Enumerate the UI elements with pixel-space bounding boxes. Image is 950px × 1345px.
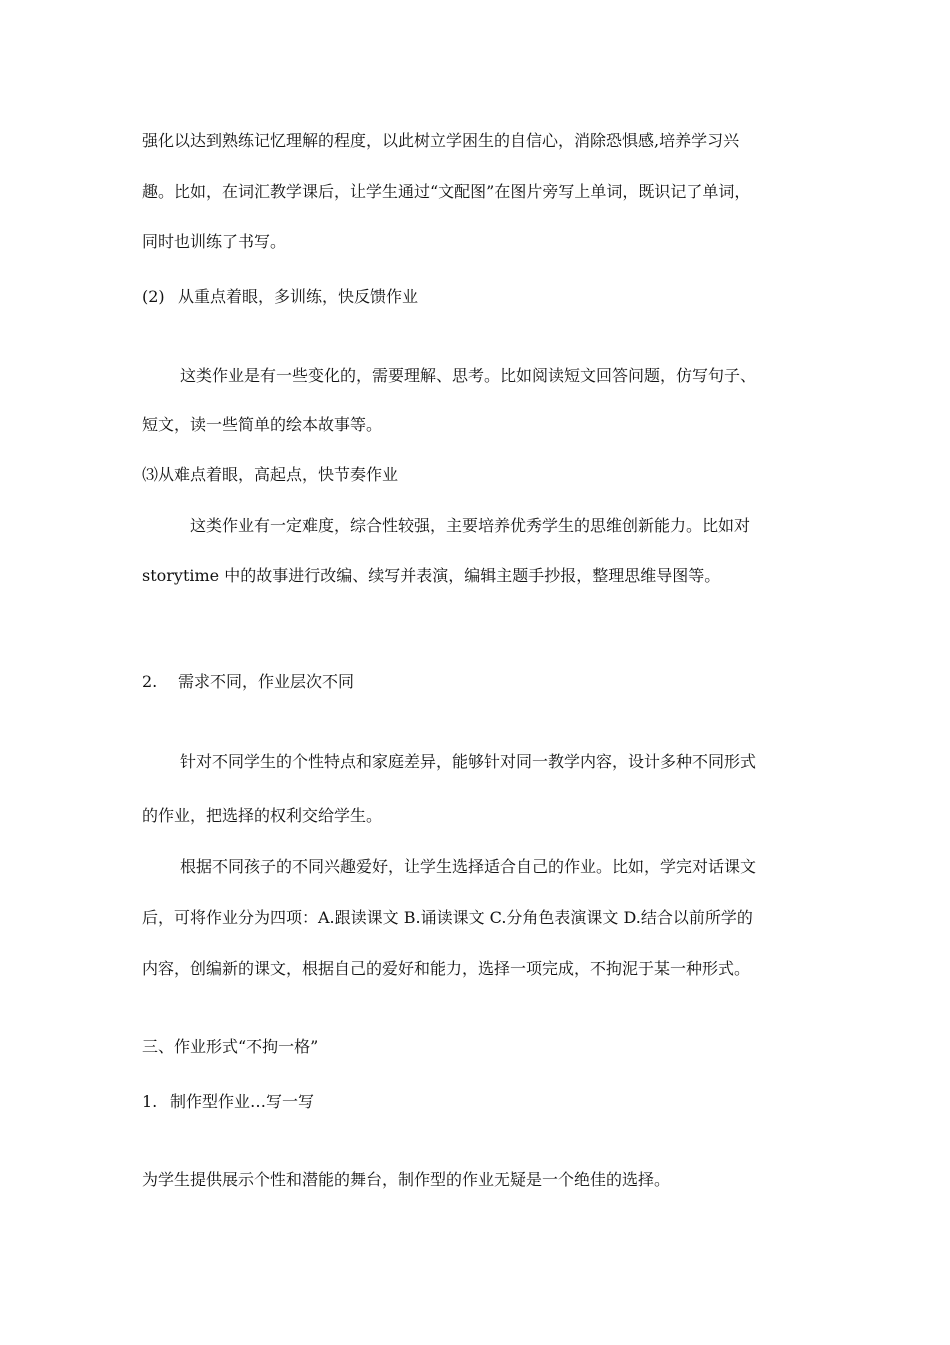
paragraph-line: 的作业，把选择的权利交给学生。 (142, 806, 383, 825)
chapter-heading: 三、作业形式“不拘一格” (142, 1037, 319, 1056)
paragraph-line: 短文，读一些简单的绘本故事等。 (142, 415, 383, 434)
section-heading-1 (142, 1092, 314, 1112)
paragraph-line: 针对不同学生的个性特点和家庭差异，能够针对同一教学内容，设计多种不同形式 (180, 752, 757, 771)
section-heading-2 (142, 672, 354, 692)
paragraph-line: 强化以达到熟练记忆理解的程度，以此树立学困生的自信心，消除恐惧感,培养学习兴 (142, 131, 740, 150)
section-number: 2. (142, 672, 158, 691)
subheading-2 (142, 287, 418, 307)
paragraph-line: 内容，创编新的课文，根据自己的爱好和能力，选择一项完成，不拘泥于某一种形式。 (142, 959, 751, 978)
paragraph-line: 为学生提供展示个性和潜能的舞台，制作型的作业无疑是一个绝佳的选择。 (142, 1170, 671, 1189)
paragraph-line: storytime 中的故事进行改编、续写并表演，编辑主题手抄报，整理思维导图等。 (142, 566, 721, 585)
section-heading-text: 制作型作业…写一写 (170, 1092, 315, 1111)
paragraph-line: 根据不同孩子的不同兴趣爱好，让学生选择适合自己的作业。比如，学完对话课文 (180, 857, 757, 876)
paragraph-line: 同时也训练了书写。 (142, 232, 287, 251)
paragraph-line: 这类作业是有一些变化的，需要理解、思考。比如阅读短文回答问题，仿写句子、 (180, 366, 757, 385)
section-number: 1. (142, 1092, 158, 1111)
section-heading-text: 需求不同，作业层次不同 (178, 672, 355, 691)
subheading-3: ⑶从难点着眼，高起点，快节奏作业 (142, 465, 399, 484)
subheading-number: (2) (142, 287, 165, 306)
paragraph-line: 趣。比如，在词汇教学课后，让学生通过“文配图”在图片旁写上单词，既识记了单词， (142, 182, 751, 201)
paragraph-line: 这类作业有一定难度，综合性较强，主要培养优秀学生的思维创新能力。比如对 (190, 516, 751, 535)
subheading-text: 从重点着眼，多训练，快反馈作业 (178, 287, 419, 306)
paragraph-line: 后，可将作业分为四项：A.跟读课文 B.诵读课文 C.分角色表演课文 D.结合以前所学的 (142, 908, 753, 927)
